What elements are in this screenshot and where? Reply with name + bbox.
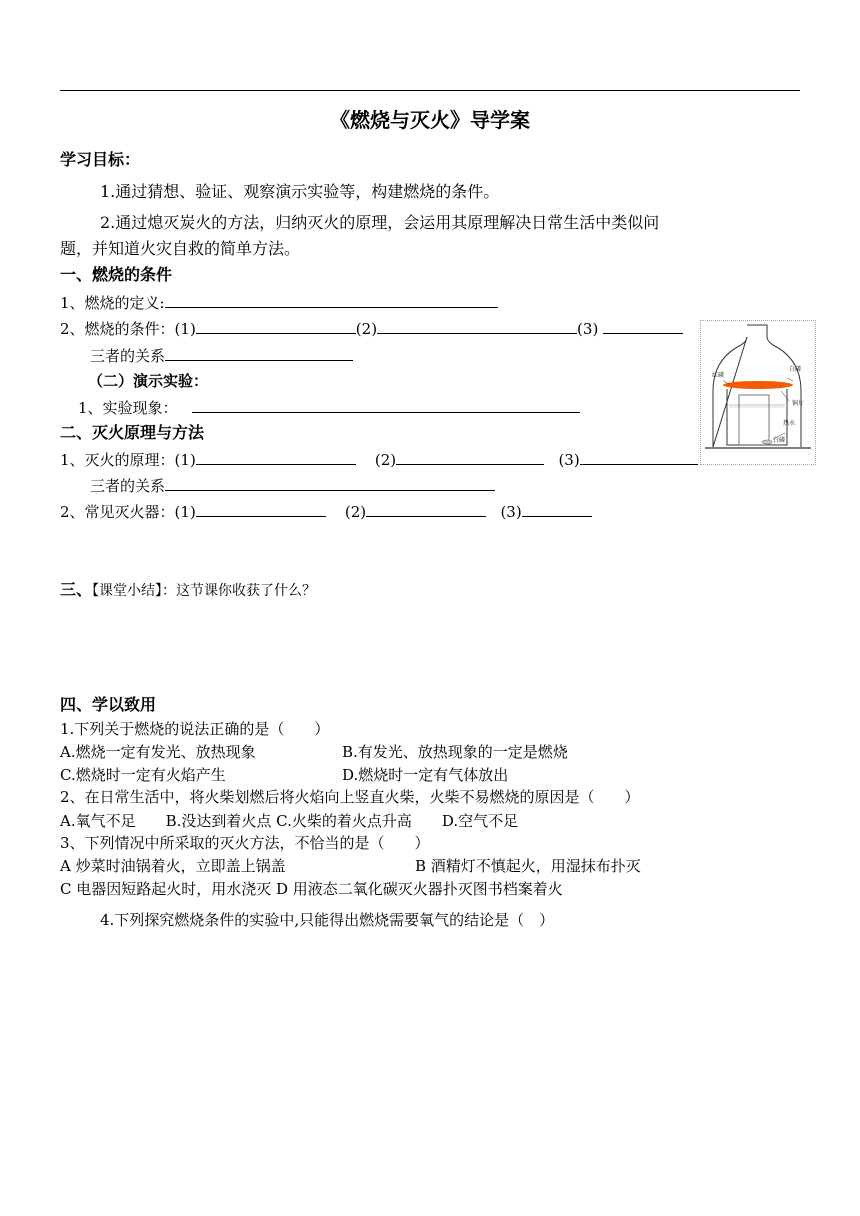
relation-label: 三者的关系 [90,347,166,365]
question-1-option-d: D.燃烧时一定有气体放出 [342,766,509,784]
condition-3-blank[interactable] [603,318,683,334]
principle-3-marker: (3) [558,451,580,469]
section3-title: 【课堂小结】：这节课你收获了什么？ [92,583,317,599]
page-title: 《燃烧与灭火》导学案 [330,108,530,132]
question-1-option-b: B.有发光、放热现象的一定是燃烧 [342,743,568,761]
definition-blank[interactable] [165,292,498,308]
principle-2-blank[interactable] [396,449,544,465]
label-hot-water: 热水 [783,420,796,427]
principle-3-blank[interactable] [580,449,698,465]
relation-row-2 [90,475,495,496]
label-copper-plate: 铜片 [792,400,805,407]
principle-2-marker: (2) [374,451,397,469]
section2-heading: 二、灭火原理与方法 [60,423,205,442]
demo-heading: （二）演示实验： [88,372,209,390]
question-3-option-b: B 酒精灯不慎起火，用湿抹布扑灭 [415,857,641,875]
relation-blank-2[interactable] [165,475,495,491]
question-1: 1.下列关于燃烧的说法正确的是（ ） [60,720,330,738]
extinguisher-1-blank[interactable] [196,501,326,517]
extinguisher-row [60,501,592,522]
definition-label: 1、燃烧的定义: [60,294,165,312]
experiment-figure [700,320,816,465]
condition-2-marker: (2) [355,320,378,338]
extinguisher-2-marker: (2) [344,503,367,521]
combustion-definition-row [60,292,498,313]
section3-heading [60,580,316,601]
question-3: 3、下列情况中所采取的灭火方法，不恰当的是（ ） [60,834,430,852]
extinguisher-label: 2、常见灭火器： [60,503,175,521]
phenomenon-label: 1、实验现象： [78,399,178,417]
relation-blank[interactable] [165,345,353,361]
question-2: 2、在日常生活中，将火柴划燃后将火焰向上竖直火柴，火柴不易燃烧的原因是（ ） [60,788,640,806]
question-4: 4.下列探究燃烧条件的实验中,只能得出燃烧需要氧气的结论是（ ） [100,911,555,929]
section4-heading: 四、学以致用 [60,695,157,714]
phenomenon-blank[interactable] [192,397,580,413]
conditions-label: 2、燃烧的条件： [60,320,175,338]
relation-row-1 [90,345,353,366]
condition-2-blank[interactable] [377,318,577,334]
question-3-option-a: A 炒菜时油锅着火，立即盖上锅盖 [60,857,286,875]
question-2-options: A.氧气不足 B.没达到着火点 C.火柴的着火点升高 D.空气不足 [60,812,519,830]
objective-1: 1.通过猜想、验证、观察演示实验等，构建燃烧的条件。 [100,182,500,201]
combustion-conditions-row [60,318,683,339]
label-white-phosphorus-bottom: 白磷 [773,437,786,444]
phenomenon-row [78,397,580,418]
question-3-options-cd: C 电器因短路起火时，用水浇灭 D 用液态二氧化碳灭火器扑灭图书档案着火 [60,880,563,898]
condition-3-marker: (3) [577,320,599,338]
extinguisher-1-marker: (1) [174,503,196,521]
extinguisher-2-blank[interactable] [366,501,486,517]
objective-2-line1: 2.通过熄灭炭火的方法，归纳灭火的原理，会运用其原理解决日常生活中类似问 [100,213,660,232]
bell-jar-apparatus-icon [701,321,815,464]
objectives-heading: 学习目标： [60,150,141,169]
section3-number: 三、 [60,580,93,599]
principle-label: 1、灭火的原理： [60,451,175,469]
label-red-phosphorus: 红磷 [712,372,725,379]
relation-label-2: 三者的关系 [90,477,166,495]
label-white-phosphorus-top: 白磷 [789,366,802,373]
question-1-option-a: A.燃烧一定有发光、放热现象 [60,743,256,761]
extinguisher-3-marker: (3) [500,503,522,521]
principle-1-marker: (1) [174,451,196,469]
objective-2-line2: 题，并知道火灾自救的简单方法。 [60,239,301,258]
condition-1-marker: (1) [174,320,196,338]
section1-heading: 一、燃烧的条件 [60,265,173,284]
condition-1-blank[interactable] [196,318,356,334]
principle-1-blank[interactable] [196,449,356,465]
extinguisher-3-blank[interactable] [522,501,592,517]
question-1-option-c: C.燃烧时一定有火焰产生 [60,766,226,784]
top-rule [60,90,800,91]
principle-row [60,449,698,470]
